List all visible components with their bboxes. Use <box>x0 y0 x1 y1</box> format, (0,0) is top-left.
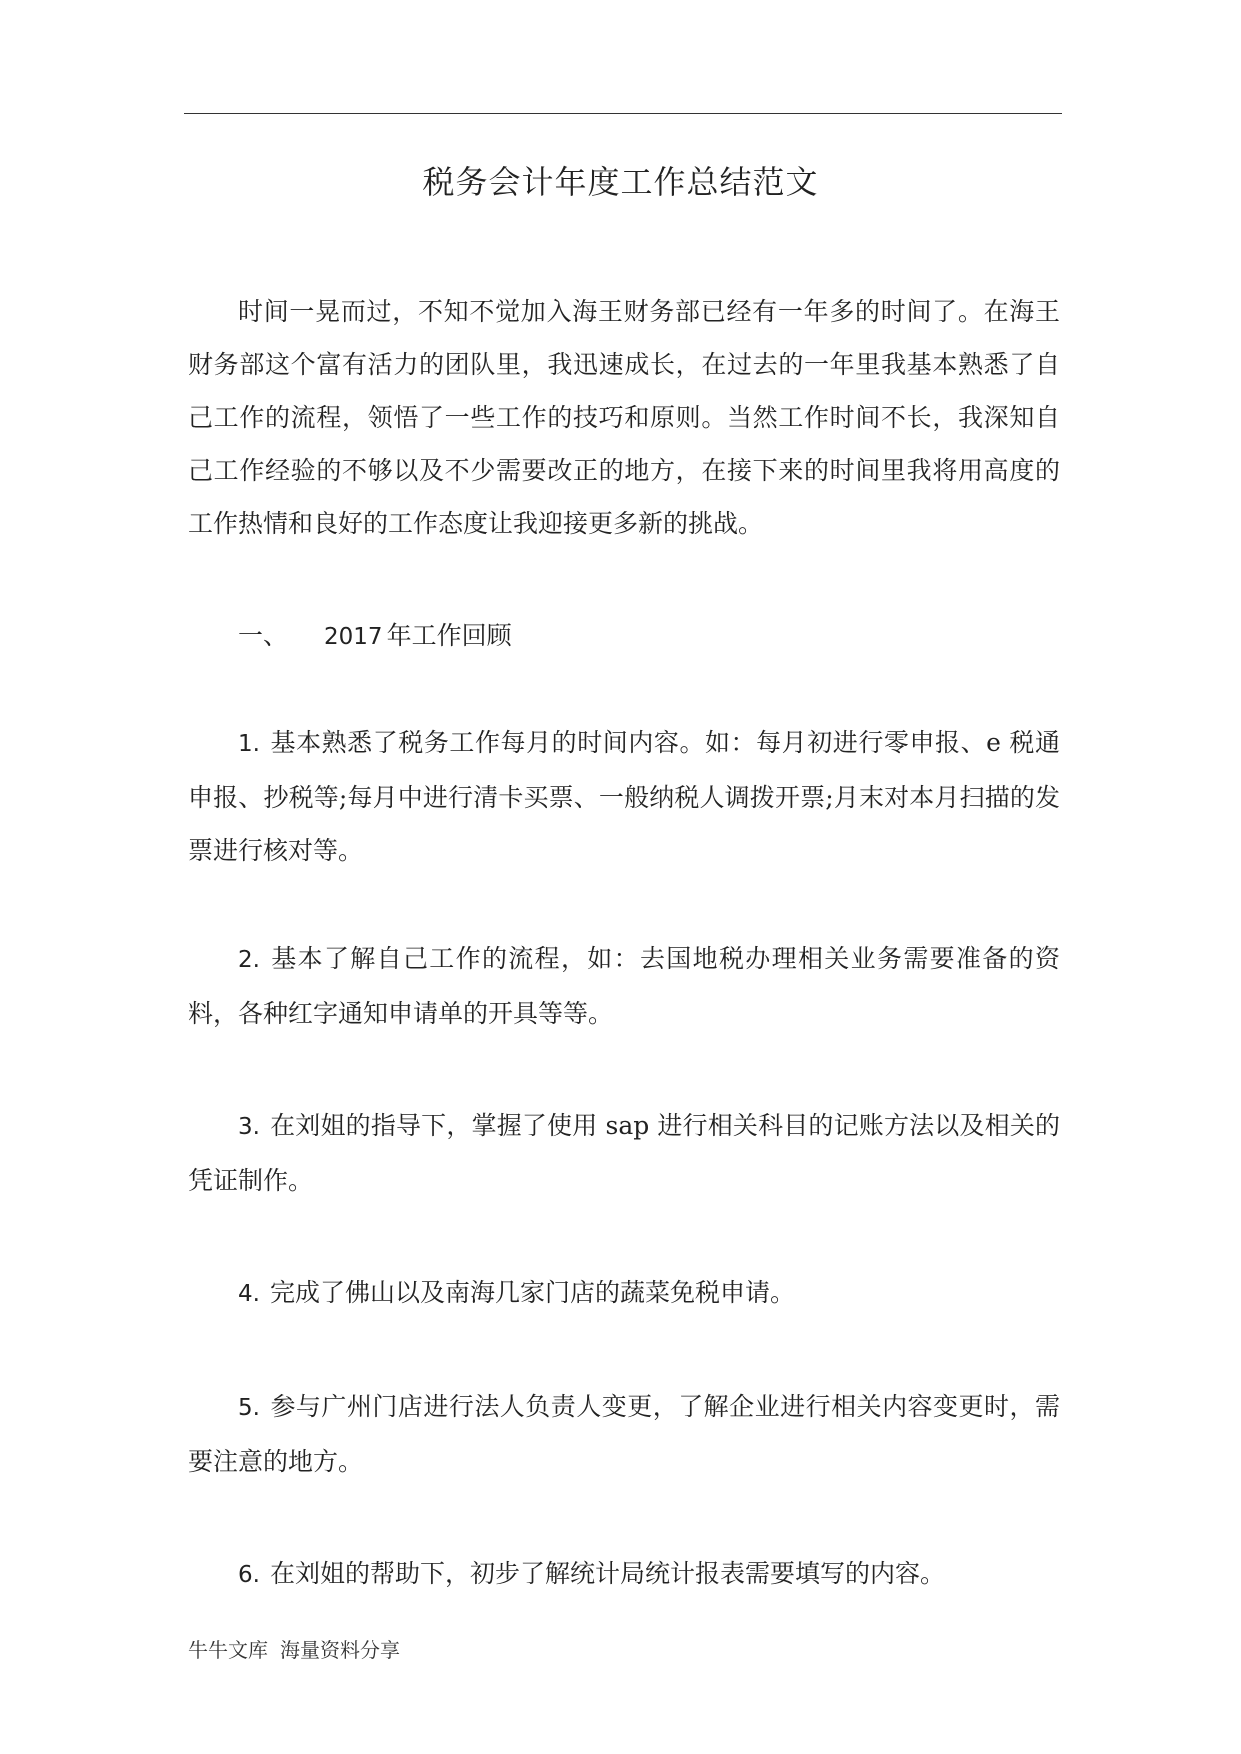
section-heading <box>188 609 1060 664</box>
list-item-text: 基本了解自己工作的流程，如：去国地税办理相关业务需要准备的资料，各种红字通知申请单的开具等等。 <box>188 944 1060 1028</box>
list-item-text: 参与广州门店进行法人负责人变更，了解企业进行相关内容变更时，需要注意的地方。 <box>188 1392 1060 1476</box>
header-rule <box>184 113 1062 114</box>
list-item-number: 1. <box>238 731 260 757</box>
list-item <box>188 716 1060 877</box>
list-item <box>188 1099 1060 1207</box>
intro-text: 时间一晃而过，不知不觉加入海王财务部已经有一年多的时间了。在海王财务部这个富有活力的团队里，我迅速成长，在过去的一年里我基本熟悉了自己工作的流程，领悟了一些工作的技巧和原则。当然工作时间不长，我深知自己工作经验的不够以及不少需要改正的地方，在接下来的时间里我将用高度的工作热情和良好的工作态度让我迎接更多新的挑战。 <box>188 297 1060 538</box>
document-title: 税务会计年度工作总结范文 <box>422 163 819 201</box>
list-item <box>188 1380 1060 1488</box>
list-item-number: 5. <box>238 1395 260 1421</box>
list-item <box>188 1547 1060 1602</box>
list-item-number: 3. <box>238 1114 260 1140</box>
footer-slogan: 海量资料分享 <box>280 1638 400 1662</box>
footer-site-name: 牛牛文库 <box>188 1638 268 1662</box>
intro-paragraph <box>188 285 1060 550</box>
list-item-text: 在刘姐的帮助下，初步了解统计局统计报表需要填写的内容。 <box>269 1559 945 1588</box>
list-item-number: 4. <box>238 1281 260 1307</box>
list-item <box>188 1266 1060 1321</box>
section-title: 年工作回顾 <box>386 621 512 650</box>
list-item-text: 完成了佛山以及南海几家门店的蔬菜免税申请。 <box>269 1278 795 1307</box>
list-item-number: 2. <box>238 947 260 973</box>
list-item-text: 在刘姐的指导下，掌握了使用 sap 进行相关科目的记账方法以及相关的凭证制作。 <box>188 1111 1060 1195</box>
list-item <box>188 932 1060 1040</box>
page-footer <box>188 1634 400 1663</box>
list-item-number: 6. <box>238 1562 260 1588</box>
section-prefix: 一、 <box>238 621 289 650</box>
section-year: 2017 <box>324 624 383 650</box>
list-item-text: 基本熟悉了税务工作每月的时间内容。如：每月初进行零申报、e 税通申报、抄税等;每月中进行清卡买票、一般纳税人调拨开票;月末对本月扫描的发票进行核对等。 <box>188 728 1060 865</box>
